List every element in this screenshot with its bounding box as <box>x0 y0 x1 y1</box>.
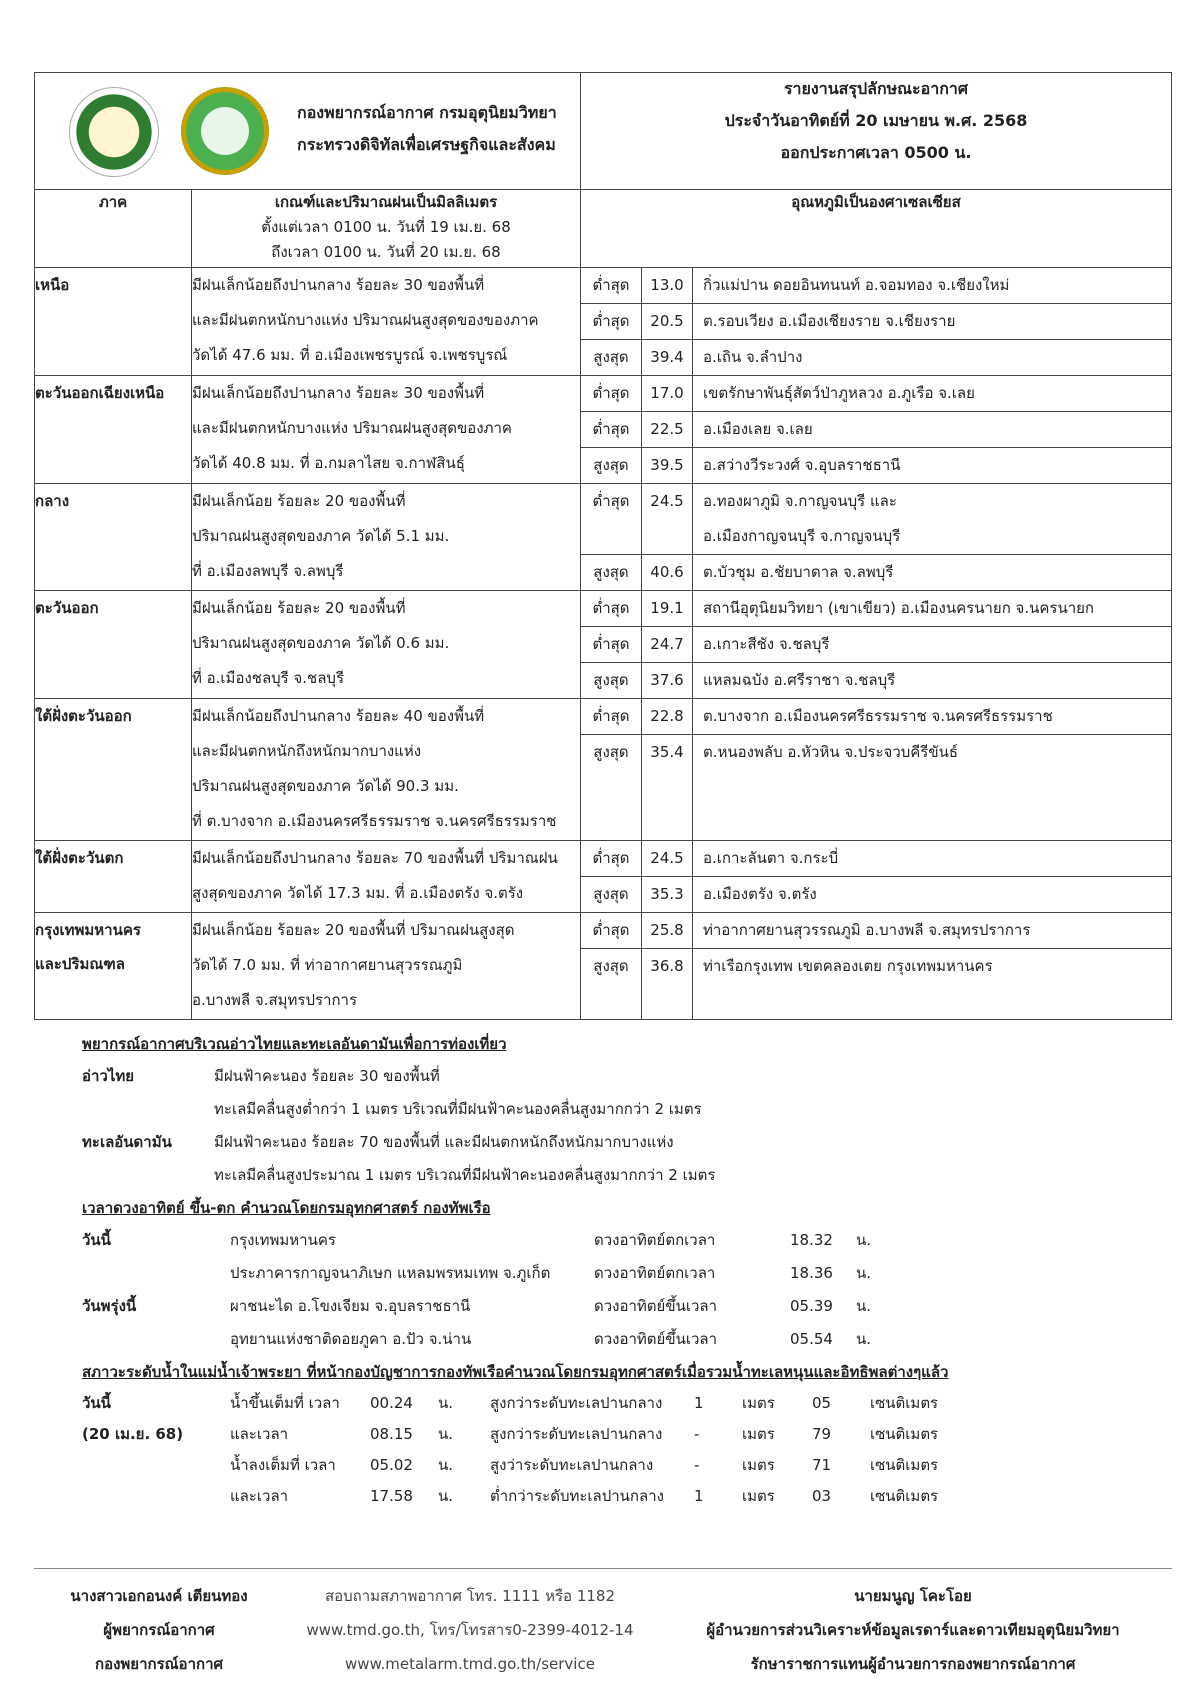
region-temperatures <box>581 913 1172 1020</box>
temperature-kind: สูงสุด <box>581 448 642 484</box>
region-name <box>35 841 192 913</box>
temperature-row <box>581 376 1171 412</box>
sun-times-section <box>34 1192 1172 1356</box>
tide-relation: สูงว่าระดับทะเลปานกลาง <box>490 1456 654 1474</box>
temperature-row <box>581 699 1171 735</box>
temperature-place <box>693 268 1172 304</box>
rain-line: สูงสุดของภาค วัดได้ 17.3 มม. ที่ อ.เมืองตรัง จ.ตรัง <box>192 884 524 902</box>
temperature-row <box>581 304 1171 340</box>
region-temperatures <box>581 268 1172 376</box>
tide-label: น้ำขึ้นเต็มที่ เวลา <box>230 1394 340 1412</box>
tide-centimeters: 03 <box>812 1487 832 1505</box>
region-rain <box>192 913 581 1020</box>
header-report-cell <box>581 73 1172 190</box>
temperature-kind: สูงสุด <box>581 949 642 1020</box>
temperature-row <box>581 663 1171 699</box>
rain-header-title: เกณฑ์และปริมาณฝนเป็นมิลลิเมตร <box>274 193 498 211</box>
region-name <box>35 591 192 699</box>
tide-meter-unit: เมตร <box>742 1456 775 1474</box>
tide-row <box>34 1419 1172 1450</box>
tmd-logo <box>181 87 269 175</box>
weather-summary-table <box>34 72 1172 1020</box>
temperature-place <box>693 412 1172 448</box>
place-line: แหลมฉบัง อ.ศรีราชา จ.ชลบุรี <box>703 671 896 689</box>
director-name: นายมนูญ โคะโอย <box>854 1587 972 1605</box>
temperature-kind: ต่ำสุด <box>581 484 642 555</box>
tide-meters: - <box>694 1456 700 1474</box>
place-line: ต.หนองพลับ อ.หัวหิน จ.ประจวบคีรีขันธ์ <box>703 743 959 761</box>
region-temperatures <box>581 841 1172 913</box>
report-issue-time: ออกประกาศเวลา 0500 น. <box>780 143 972 162</box>
tide-meter-unit: เมตร <box>742 1487 775 1505</box>
temperature-row <box>581 340 1171 376</box>
temperature-value: 36.8 <box>642 949 693 1020</box>
tide-centimeters: 05 <box>812 1394 832 1412</box>
region-row <box>35 699 1172 841</box>
temperature-kind: สูงสุด <box>581 555 642 591</box>
rain-line: ที่ อ.เมืองลพบุรี จ.ลพบุรี <box>192 562 344 580</box>
temperature-value: 20.5 <box>642 304 693 340</box>
tide-time-unit: น. <box>438 1394 454 1412</box>
contact-website[interactable]: www.tmd.go.th, โทร/โทรสาร0-2399-4012-14 <box>306 1621 634 1639</box>
sun-place: ประภาคารกาญจนาภิเษก แหลมพรหมเทพ จ.ภูเก็ต <box>230 1264 551 1282</box>
temperature-value: 39.4 <box>642 340 693 376</box>
temperature-kind: ต่ำสุด <box>581 268 642 304</box>
org-name: กองพยากรณ์อากาศ กรมอุตุนิยมวิทยา <box>297 103 557 122</box>
forecaster-title: ผู้พยากรณ์อากาศ <box>103 1621 215 1639</box>
column-header-temperature: อุณหภูมิเป็นองศาเซลเซียส <box>581 190 1172 268</box>
temperature-value: 35.4 <box>642 735 693 841</box>
temperature-place <box>693 448 1172 484</box>
gulf-label: อ่าวไทย <box>82 1067 135 1085</box>
sun-title: เวลาดวงอาทิตย์ ขึ้น-ตก คำนวณโดยกรมอุทกศาสตร์ กองทัพเรือ <box>82 1199 491 1217</box>
rain-line: มีฝนเล็กน้อย ร้อยละ 20 ของพื้นที่ <box>192 599 406 617</box>
place-line: อ.เกาะลันตา จ.กระบี่ <box>703 849 839 867</box>
sun-row <box>34 1323 1172 1356</box>
tide-time: 00.24 <box>370 1394 413 1412</box>
sun-today-label: วันนี้ <box>82 1231 111 1249</box>
temperature-kind: ต่ำสุด <box>581 627 642 663</box>
rain-line: มีฝนเล็กน้อย ร้อยละ 20 ของพื้นที่ <box>192 492 406 510</box>
rain-line: มีฝนเล็กน้อยถึงปานกลาง ร้อยละ 40 ของพื้นที่ <box>192 707 485 725</box>
metalarm-link[interactable]: www.metalarm.tmd.go.th/service <box>345 1655 595 1673</box>
temperature-place <box>693 627 1172 663</box>
rain-line: อ.บางพลี จ.สมุทรปราการ <box>192 991 357 1009</box>
temperature-value: 17.0 <box>642 376 693 412</box>
temperature-row <box>581 627 1171 663</box>
region-rain <box>192 268 581 376</box>
tide-cm-unit: เซนติเมตร <box>870 1394 939 1412</box>
ministry-name: กระทรวงดิจิทัลเพื่อเศรษฐกิจและสังคม <box>297 135 556 154</box>
temperature-row <box>581 877 1171 913</box>
andaman-line-2: ทะเลมีคลื่นสูงประมาณ 1 เมตร บริเวณที่มีฝนฟ้าคะนองคลื่นสูงมากกว่า 2 เมตร <box>214 1166 716 1184</box>
tide-time-unit: น. <box>438 1487 454 1505</box>
sun-place: กรุงเทพมหานคร <box>230 1231 336 1249</box>
region-row <box>35 841 1172 913</box>
marine-forecast-section <box>34 1028 1172 1192</box>
temperature-place <box>693 555 1172 591</box>
gulf-line-1: มีฝนฟ้าคะนอง ร้อยละ 30 ของพื้นที่ <box>214 1067 440 1085</box>
place-line: อ.ทองผาภูมิ จ.กาญจนบุรี และ <box>703 492 897 510</box>
region-name-line: ตะวันออก <box>35 599 99 617</box>
tide-cm-unit: เซนติเมตร <box>870 1456 939 1474</box>
temperature-kind: สูงสุด <box>581 877 642 913</box>
temperature-kind: ต่ำสุด <box>581 376 642 412</box>
rain-header-from: ตั้งแต่เวลา 0100 น. วันที่ 19 เม.ย. 68 <box>261 218 511 236</box>
forecaster-org: กองพยากรณ์อากาศ <box>94 1655 224 1673</box>
temperature-place <box>693 877 1172 913</box>
region-name <box>35 913 192 1020</box>
region-row <box>35 484 1172 591</box>
tide-meter-unit: เมตร <box>742 1425 775 1443</box>
sun-row <box>34 1257 1172 1290</box>
region-name-line: และปริมณฑล <box>35 955 125 973</box>
temperature-row <box>581 268 1171 304</box>
rain-line: และมีฝนตกหนักบางแห่ง ปริมาณฝนสูงสุดของภาค <box>192 419 512 437</box>
temperature-kind: ต่ำสุด <box>581 699 642 735</box>
rain-line: วัดได้ 7.0 มม. ที่ ท่าอากาศยานสุวรรณภูมิ <box>192 956 463 974</box>
region-temperatures <box>581 484 1172 591</box>
temperature-kind: ต่ำสุด <box>581 913 642 949</box>
region-row <box>35 268 1172 376</box>
andaman-label: ทะเลอันดามัน <box>82 1133 172 1151</box>
temperature-place <box>693 735 1172 841</box>
tide-row <box>34 1481 1172 1512</box>
temperature-kind: สูงสุด <box>581 340 642 376</box>
temperature-value: 19.1 <box>642 591 693 627</box>
place-line: ท่าอากาศยานสุวรรณภูมิ อ.บางพลี จ.สมุทรปราการ <box>703 921 1031 939</box>
temperature-row <box>581 841 1171 877</box>
rain-line: ปริมาณฝนสูงสุดของภาค วัดได้ 5.1 มม. <box>192 527 450 545</box>
place-line: อ.สว่างวีระวงศ์ จ.อุบลราชธานี <box>703 456 901 474</box>
region-name-line: กลาง <box>35 492 70 510</box>
place-line <box>703 770 1171 805</box>
tide-cm-unit: เซนติเมตร <box>870 1487 939 1505</box>
temperature-value: 37.6 <box>642 663 693 699</box>
place-line: อ.เถิน จ.ลำปาง <box>703 348 803 366</box>
tide-centimeters: 71 <box>812 1456 832 1474</box>
place-line: สถานีอุตุนิยมวิทยา (เขาเขียว) อ.เมืองนครนายก จ.นครนายก <box>703 599 1094 617</box>
tide-cm-unit: เซนติเมตร <box>870 1425 939 1443</box>
temperature-kind: ต่ำสุด <box>581 304 642 340</box>
director-title: ผู้อำนวยการส่วนวิเคราะห์ข้อมูลเรดาร์และดาวเทียมอุตุนิยมวิทยา <box>706 1621 1120 1639</box>
temperature-value: 24.7 <box>642 627 693 663</box>
director-acting: รักษาราชการแทนผู้อำนวยการกองพยากรณ์อากาศ <box>750 1655 1076 1673</box>
place-line <box>703 805 1171 840</box>
temperature-value: 35.3 <box>642 877 693 913</box>
region-row <box>35 913 1172 1020</box>
temperature-place <box>693 841 1172 877</box>
tide-time-unit: น. <box>438 1456 454 1474</box>
region-name-line: ตะวันออกเฉียงเหนือ <box>35 384 165 402</box>
rain-line: มีฝนเล็กน้อยถึงปานกลาง ร้อยละ 30 ของพื้นที่ <box>192 384 485 402</box>
temperature-place <box>693 663 1172 699</box>
rain-line: ปริมาณฝนสูงสุดของภาค วัดได้ 0.6 มม. <box>192 634 450 652</box>
region-name-line: เหนือ <box>35 276 70 294</box>
temperature-row <box>581 555 1171 591</box>
tide-title: สภาวะระดับน้ำในแม่น้ำเจ้าพระยา ที่หน้ากองบัญชาการกองทัพเรือคำนวณโดยกรมอุทกศาสตร์เมื่อรวมน้ำทะเลหนุนและอิทธิพลต่างๆแล้ว <box>82 1363 949 1381</box>
region-row <box>35 591 1172 699</box>
rain-line: ที่ ต.บางจาก อ.เมืองนครศรีธรรมราช จ.นครศรีธรรมราช <box>192 812 557 830</box>
tide-time: 05.02 <box>370 1456 413 1474</box>
sun-event: ดวงอาทิตย์ตกเวลา <box>594 1231 716 1249</box>
temperature-kind: สูงสุด <box>581 663 642 699</box>
temperature-place <box>693 340 1172 376</box>
temperature-place <box>693 913 1172 949</box>
tide-meters: 1 <box>694 1394 704 1412</box>
contact-phone: สอบถามสภาพอากาศ โทร. 1111 หรือ 1182 <box>324 1587 616 1605</box>
temperature-kind: สูงสุด <box>581 735 642 841</box>
region-row <box>35 376 1172 484</box>
temperature-value: 40.6 <box>642 555 693 591</box>
temperature-kind: ต่ำสุด <box>581 841 642 877</box>
column-header-rain <box>192 190 581 268</box>
tide-meters: 1 <box>694 1487 704 1505</box>
temperature-place <box>693 949 1172 1020</box>
sun-event: ดวงอาทิตย์ขึ้นเวลา <box>594 1330 718 1348</box>
place-line: ต.รอบเวียง อ.เมืองเชียงราย จ.เชียงราย <box>703 312 956 330</box>
region-rain <box>192 841 581 913</box>
region-name <box>35 268 192 376</box>
temperature-kind: ต่ำสุด <box>581 412 642 448</box>
sun-time: 18.36 <box>790 1264 833 1282</box>
temperature-row <box>581 484 1171 555</box>
temperature-row <box>581 913 1171 949</box>
place-line: อ.เกาะสีชัง จ.ชลบุรี <box>703 635 830 653</box>
temperature-row <box>581 949 1171 1020</box>
tide-time: 08.15 <box>370 1425 413 1443</box>
sun-time: 05.39 <box>790 1297 833 1315</box>
temperature-place <box>693 304 1172 340</box>
report-page <box>34 72 1172 1512</box>
ministry-logo <box>69 87 159 177</box>
region-temperatures <box>581 591 1172 699</box>
tide-time-unit: น. <box>438 1425 454 1443</box>
tide-label: น้ำลงเต็มที่ เวลา <box>230 1456 336 1474</box>
rain-line: วัดได้ 47.6 มม. ที่ อ.เมืองเพชรบูรณ์ จ.เพชรบูรณ์ <box>192 346 508 364</box>
temperature-value: 24.5 <box>642 841 693 877</box>
temperature-value: 22.8 <box>642 699 693 735</box>
sun-unit: น. <box>856 1264 872 1282</box>
sun-time: 18.32 <box>790 1231 833 1249</box>
tide-relation: สูงกว่าระดับทะเลปานกลาง <box>490 1394 663 1412</box>
region-rain <box>192 376 581 484</box>
region-name-line: กรุงเทพมหานคร <box>35 921 141 939</box>
place-line: ท่าเรือกรุงเทพ เขตคลองเตย กรุงเทพมหานคร <box>703 957 993 975</box>
place-line: ต.บัวชุม อ.ชัยบาดาล จ.ลพบุรี <box>703 563 894 581</box>
report-title: รายงานสรุปลักษณะอากาศ <box>783 79 969 98</box>
region-name-line: ใต้ฝั่งตะวันตก <box>35 849 124 867</box>
tide-label: และเวลา <box>230 1425 289 1443</box>
sun-unit: น. <box>856 1330 872 1348</box>
sun-unit: น. <box>856 1231 872 1249</box>
temperature-value: 22.5 <box>642 412 693 448</box>
rain-line: ปริมาณฝนสูงสุดของภาค วัดได้ 90.3 มม. <box>192 777 459 795</box>
temperature-place <box>693 484 1172 555</box>
region-name-line: ใต้ฝั่งตะวันออก <box>35 707 132 725</box>
place-line: อ.เมืองกาญจนบุรี จ.กาญจนบุรี <box>703 527 901 545</box>
tide-section <box>34 1356 1172 1512</box>
tide-row <box>34 1450 1172 1481</box>
temperature-place <box>693 376 1172 412</box>
temperature-kind: ต่ำสุด <box>581 591 642 627</box>
tide-meter-unit: เมตร <box>742 1394 775 1412</box>
place-line <box>703 984 1171 1019</box>
andaman-line-1: มีฝนฟ้าคะนอง ร้อยละ 70 ของพื้นที่ และมีฝนตกหนักถึงหนักมากบางแห่ง <box>214 1133 674 1151</box>
region-name <box>35 376 192 484</box>
place-line: อ.เมืองเลย จ.เลย <box>703 420 813 438</box>
tide-relation: ต่ำกว่าระดับทะเลปานกลาง <box>490 1487 664 1505</box>
temperature-row <box>581 735 1171 841</box>
tide-time: 17.58 <box>370 1487 413 1505</box>
region-name <box>35 484 192 591</box>
tide-meters: - <box>694 1425 700 1443</box>
region-temperatures <box>581 699 1172 841</box>
temperature-place <box>693 699 1172 735</box>
rain-line: มีฝนเล็กน้อย ร้อยละ 20 ของพื้นที่ ปริมาณฝนสูงสุด <box>192 921 515 939</box>
sun-tomorrow-label: วันพรุ่งนี้ <box>82 1297 137 1315</box>
rain-line: มีฝนเล็กน้อยถึงปานกลาง ร้อยละ 30 ของพื้นที่ <box>192 276 485 294</box>
tide-centimeters: 79 <box>812 1425 832 1443</box>
sun-row <box>34 1224 1172 1257</box>
temperature-value: 25.8 <box>642 913 693 949</box>
forecaster-name: นางสาวเอกอนงค์ เตียนทอง <box>70 1587 248 1605</box>
signature-footer <box>34 1568 1172 1673</box>
tide-relation: สูงกว่าระดับทะเลปานกลาง <box>490 1425 663 1443</box>
rain-line: และมีฝนตกหนักบางแห่ง ปริมาณฝนสูงสุดของของภาค <box>192 311 539 329</box>
tide-row <box>34 1388 1172 1419</box>
temperature-row <box>581 412 1171 448</box>
temperature-row <box>581 591 1171 627</box>
region-rain <box>192 591 581 699</box>
sun-time: 05.54 <box>790 1330 833 1348</box>
place-line: กิ่วแม่ปาน ดอยอินทนนท์ อ.จอมทอง จ.เชียงใหม่ <box>703 276 1010 294</box>
column-header-region: ภาค <box>35 190 192 268</box>
rain-line: และมีฝนตกหนักถึงหนักมากบางแห่ง <box>192 742 422 760</box>
temperature-value: 24.5 <box>642 484 693 555</box>
place-line: เขตรักษาพันธุ์สัตว์ป่าภูหลวง อ.ภูเรือ จ.เลย <box>703 384 975 402</box>
sun-unit: น. <box>856 1297 872 1315</box>
sun-event: ดวงอาทิตย์ตกเวลา <box>594 1264 716 1282</box>
sun-event: ดวงอาทิตย์ขึ้นเวลา <box>594 1297 718 1315</box>
place-line: อ.เมืองตรัง จ.ตรัง <box>703 885 817 903</box>
tide-label: และเวลา <box>230 1487 289 1505</box>
marine-title: พยากรณ์อากาศบริเวณอ่าวไทยและทะเลอันดามันเพื่อการท่องเที่ยว <box>82 1035 507 1053</box>
rain-line: ที่ อ.เมืองชลบุรี จ.ชลบุรี <box>192 669 345 687</box>
sun-place: ผาชนะได อ.โขงเจียม จ.อุบลราชธานี <box>230 1297 471 1315</box>
rain-header-to: ถึงเวลา 0100 น. วันที่ 20 เม.ย. 68 <box>271 243 501 261</box>
tide-today-label: วันนี้ <box>82 1394 111 1412</box>
tide-date-label: (20 เม.ย. 68) <box>82 1425 184 1443</box>
temperature-value: 13.0 <box>642 268 693 304</box>
temperature-value: 39.5 <box>642 448 693 484</box>
temperature-place <box>693 591 1172 627</box>
rain-line: มีฝนเล็กน้อยถึงปานกลาง ร้อยละ 70 ของพื้นที่ ปริมาณฝน <box>192 849 558 867</box>
report-date: ประจำวันอาทิตย์ที่ 20 เมษายน พ.ศ. 2568 <box>724 111 1028 130</box>
region-temperatures <box>581 376 1172 484</box>
sun-row <box>34 1290 1172 1323</box>
region-rain <box>192 699 581 841</box>
region-rain <box>192 484 581 591</box>
rain-line: วัดได้ 40.8 มม. ที่ อ.กมลาไสย จ.กาฬสินธุ์ <box>192 454 465 472</box>
region-name <box>35 699 192 841</box>
sun-place: อุทยานแห่งชาติดอยภูคา อ.ปัว จ.น่าน <box>230 1330 472 1348</box>
header-org-cell <box>35 73 581 190</box>
gulf-line-2: ทะเลมีคลื่นสูงต่ำกว่า 1 เมตร บริเวณที่มีฝนฟ้าคะนองคลื่นสูงมากกว่า 2 เมตร <box>214 1100 702 1118</box>
place-line: ต.บางจาก อ.เมืองนครศรีธรรมราช จ.นครศรีธรรมราช <box>703 707 1053 725</box>
temperature-row <box>581 448 1171 484</box>
